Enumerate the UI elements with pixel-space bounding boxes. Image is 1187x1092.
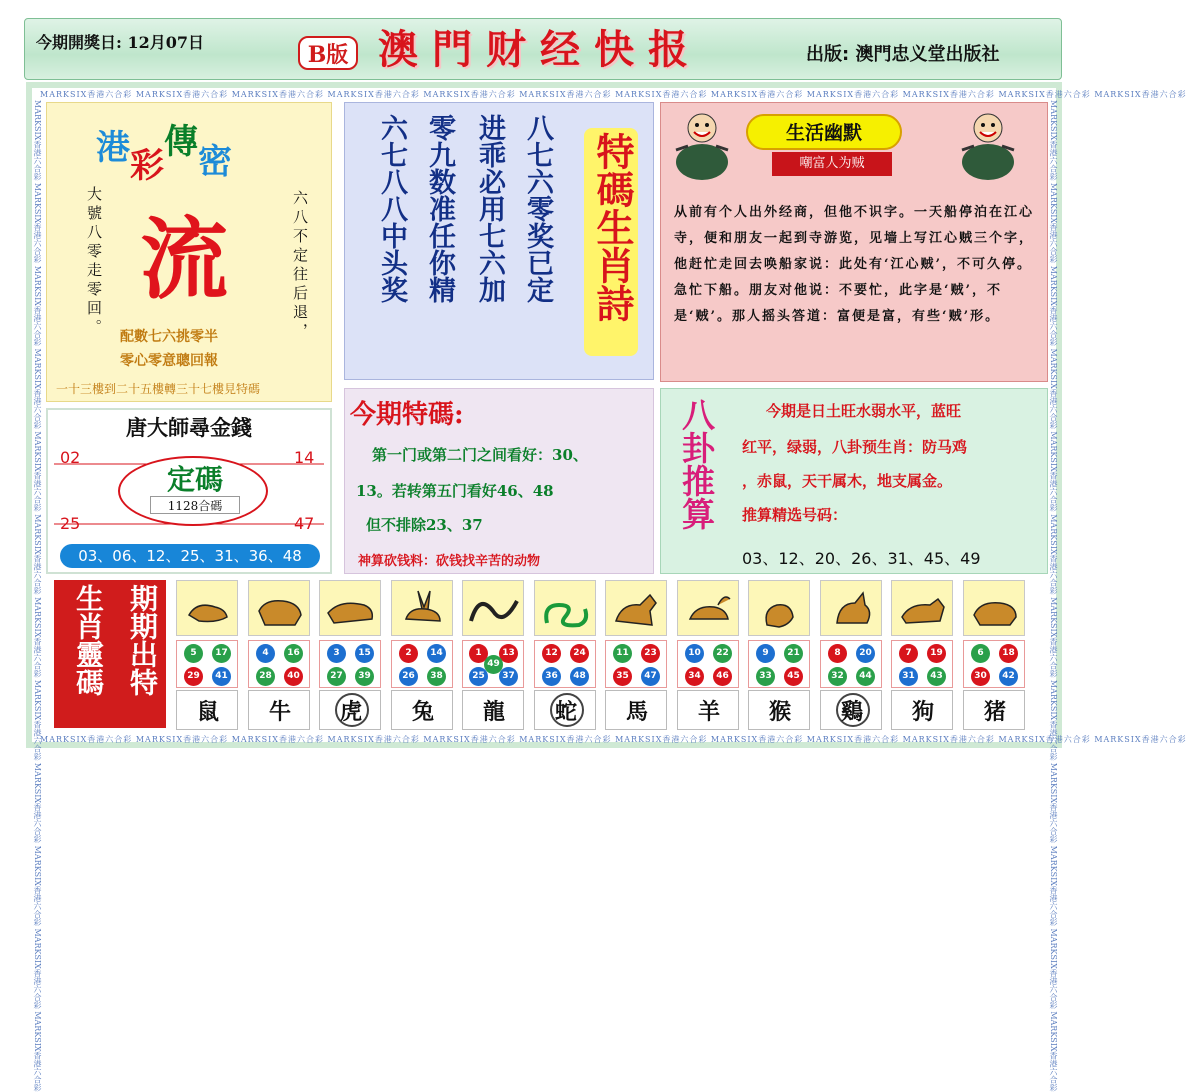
number-ball: 3 bbox=[327, 644, 346, 663]
number-ball: 34 bbox=[685, 667, 704, 686]
number-ball: 49 bbox=[484, 655, 503, 674]
number-ball: 31 bbox=[899, 667, 918, 686]
zodiac-name: 兔 bbox=[411, 699, 434, 725]
title-char: 港 bbox=[96, 128, 130, 168]
ding-sub: 1128合碼 bbox=[150, 496, 240, 514]
goat-icon bbox=[678, 581, 740, 637]
zodiac-name: 羊 bbox=[697, 699, 720, 725]
number-ball: 18 bbox=[999, 644, 1018, 663]
number-ball: 48 bbox=[570, 667, 589, 686]
jinqi-line-3: 但不排除23、37 bbox=[366, 516, 483, 534]
zodiac-name-cell bbox=[963, 690, 1025, 730]
title-char: 傳 bbox=[164, 122, 198, 162]
number-ball: 12 bbox=[542, 644, 561, 663]
zodiac-number-cell bbox=[248, 640, 310, 688]
number-ball: 20 bbox=[856, 644, 875, 663]
zodiac-image-cell bbox=[248, 580, 310, 636]
number-ball: 25 bbox=[469, 667, 488, 686]
zodiac-name-cell bbox=[891, 690, 953, 730]
number-ball: 1 bbox=[469, 644, 488, 663]
number-ball: 27 bbox=[327, 667, 346, 686]
zodiac-image-cell bbox=[534, 580, 596, 636]
zodiac-number-cell bbox=[391, 640, 453, 688]
bagua-line-3: ，赤鼠，天干属木，地支属金。 bbox=[742, 472, 953, 490]
zodiac-name-cell bbox=[820, 690, 882, 730]
number-ball: 14 bbox=[427, 644, 446, 663]
zodiac-number-cell bbox=[176, 640, 238, 688]
number-ball: 6 bbox=[971, 644, 990, 663]
zodiac-name-cell bbox=[605, 690, 667, 730]
border-strip-right: MARKSIX香港六合彩 MARKSIX香港六合彩 MARKSIX香港六合彩 MARKSIX香港六合彩 MARKSIX香港六合彩 MARKSIX香港六合彩 MARKSIX香港六合彩 MARKSIX香港六合彩 MARKSIX香港六合彩 MARKSIX香港六合彩 MARKSIX香港六合彩 MARKSIX香港六合彩 bbox=[1049, 100, 1058, 1092]
border-strip-bottom: MARKSIX香港六合彩 MARKSIX香港六合彩 MARKSIX香港六合彩 MARKSIX香港六合彩 MARKSIX香港六合彩 MARKSIX香港六合彩 MARKSIX香港六合彩 MARKSIX香港六合彩 MARKSIX香港六合彩 MARKSIX香港六合彩 MARKSIX香港六合彩 MARKSIX香港六合彩 bbox=[40, 735, 1187, 744]
number-ball: 33 bbox=[756, 667, 775, 686]
border-strip-left: MARKSIX香港六合彩 MARKSIX香港六合彩 MARKSIX香港六合彩 MARKSIX香港六合彩 MARKSIX香港六合彩 MARKSIX香港六合彩 MARKSIX香港六合彩 MARKSIX香港六合彩 MARKSIX香港六合彩 MARKSIX香港六合彩 MARKSIX香港六合彩 MARKSIX香港六合彩 bbox=[33, 100, 42, 1092]
secret-title bbox=[96, 120, 232, 186]
number-ball: 26 bbox=[399, 667, 418, 686]
number-ball: 9 bbox=[756, 644, 775, 663]
pig-icon bbox=[964, 581, 1026, 637]
number-ball: 24 bbox=[570, 644, 589, 663]
publisher: 出版: 澳門忠义堂出版社 bbox=[806, 44, 1000, 65]
zodiac-name: 虎 bbox=[339, 699, 362, 725]
number-ball: 10 bbox=[685, 644, 704, 663]
zodiac-name: 馬 bbox=[625, 699, 648, 725]
poem-column-3: 零九数准任你精 bbox=[424, 114, 455, 303]
bagua-line-4: 推算精选号码： bbox=[742, 506, 848, 524]
tiger-icon bbox=[320, 581, 382, 637]
number-ball: 29 bbox=[184, 667, 203, 686]
zodiac-name-cell bbox=[462, 690, 524, 730]
dog-icon bbox=[892, 581, 954, 637]
zodiac-name: 猴 bbox=[768, 699, 791, 725]
number-ball: 32 bbox=[828, 667, 847, 686]
number-ball: 19 bbox=[927, 644, 946, 663]
bagua-line-1: 今期是日土旺水弱水平，蓝旺 bbox=[766, 402, 962, 420]
dragon-icon bbox=[463, 581, 525, 637]
number-ball: 47 bbox=[641, 667, 660, 686]
zodiac-number-cell bbox=[820, 640, 882, 688]
zodiac-number-cell bbox=[963, 640, 1025, 688]
poem-column-4: 六七八八中头奖 bbox=[376, 114, 407, 303]
humor-story: 从前有个人出外经商，但他不识字。一天船停泊在江心寺，便和朋友一起到寺游览，见墙上写江心贼三个字，他赶忙走回去唤船家说：此处有‘江心贼’，不可久停。急忙下船。朋友对他说：不要忙，此字是‘贼’，不是‘贼’。那人摇头答道：富便是富，有些‘贼’形。 bbox=[674, 205, 1035, 324]
verse-line-1: 配數七六挑零半 bbox=[120, 329, 218, 345]
zodiac-image-cell bbox=[462, 580, 524, 636]
zodiac-name: 龍 bbox=[482, 699, 505, 725]
zodiac-number-cell bbox=[462, 640, 524, 688]
right-verse: 六八不定往后退， bbox=[291, 190, 309, 342]
rat-icon bbox=[177, 581, 239, 637]
horse-icon bbox=[606, 581, 668, 637]
zodiac-image-cell bbox=[319, 580, 381, 636]
verse-bottom: 一十三樓到二十五樓轉三十七樓見特碼 bbox=[56, 382, 261, 396]
left-verse: 大號八零走零回。 bbox=[85, 186, 103, 338]
humor-subtitle: 嘲富人为贼 bbox=[772, 152, 892, 176]
tang-numbers: 03、06、12、25、31、36、48 bbox=[60, 544, 320, 568]
bagua-line-2: 红平，绿弱，八卦预生肖：防马鸡 bbox=[742, 438, 968, 456]
zodiac-image-cell bbox=[391, 580, 453, 636]
zodiac-image-cell bbox=[963, 580, 1025, 636]
draw-date: 今期開獎日: 12月07日 bbox=[36, 33, 205, 52]
jinqi-line-2: 13。若转第五门看好46、48 bbox=[356, 482, 554, 500]
number-ball: 41 bbox=[212, 667, 231, 686]
laughing-man-icon bbox=[958, 106, 1018, 182]
title-char: 密 bbox=[198, 142, 232, 182]
zodiac-name: 猪 bbox=[983, 699, 1006, 725]
number-ball: 35 bbox=[613, 667, 632, 686]
number-ball: 23 bbox=[641, 644, 660, 663]
poem-column-1: 八七六零奖已定 bbox=[522, 114, 553, 303]
number-ball: 11 bbox=[613, 644, 632, 663]
bagua-numbers: 03、12、20、26、31、45、49 bbox=[742, 549, 981, 568]
number-ball: 15 bbox=[355, 644, 374, 663]
number-ball: 36 bbox=[542, 667, 561, 686]
jinqi-last: 神算砍钱料：砍钱找辛苦的动物 bbox=[358, 554, 541, 569]
rooster-icon bbox=[821, 581, 883, 637]
number-ball: 5 bbox=[184, 644, 203, 663]
number-ball: 30 bbox=[971, 667, 990, 686]
number-ball: 22 bbox=[713, 644, 732, 663]
edition-badge: B版 bbox=[298, 36, 358, 70]
jinqi-title: 今期特碼: bbox=[350, 400, 464, 430]
number-ball: 46 bbox=[713, 667, 732, 686]
number-ball: 45 bbox=[784, 667, 803, 686]
masthead-title: 澳門财经快报 bbox=[378, 26, 702, 73]
zodiac-image-cell bbox=[677, 580, 739, 636]
zodiac-name: 鷄 bbox=[840, 699, 863, 725]
ox-icon bbox=[249, 581, 311, 637]
title-char: 彩 bbox=[130, 146, 164, 186]
number-ball: 44 bbox=[856, 667, 875, 686]
number-ball: 7 bbox=[899, 644, 918, 663]
number-ball: 13 bbox=[499, 644, 518, 663]
poem-label: 特碼生肖詩 bbox=[590, 132, 635, 322]
jinqi-line-1: 第一门或第二门之间看好：30、 bbox=[372, 446, 588, 464]
zodiac-image-cell bbox=[176, 580, 238, 636]
zodiac-name-cell bbox=[534, 690, 596, 730]
zodiac-number-cell bbox=[605, 640, 667, 688]
zodiac-label-right: 期期出特 bbox=[126, 584, 159, 696]
snake-icon bbox=[535, 581, 597, 637]
corner-number-tr: 14 bbox=[294, 448, 315, 467]
number-ball: 17 bbox=[212, 644, 231, 663]
number-ball: 2 bbox=[399, 644, 418, 663]
zodiac-name: 牛 bbox=[268, 699, 291, 725]
rabbit-icon bbox=[392, 581, 454, 637]
humor-title: 生活幽默 bbox=[746, 114, 902, 150]
number-ball: 16 bbox=[284, 644, 303, 663]
zodiac-image-cell bbox=[820, 580, 882, 636]
zodiac-name: 鼠 bbox=[196, 699, 219, 725]
zodiac-name-cell bbox=[248, 690, 310, 730]
ding-label: 定碼 bbox=[166, 463, 223, 496]
zodiac-name-cell bbox=[391, 690, 453, 730]
number-ball: 40 bbox=[284, 667, 303, 686]
zodiac-number-cell bbox=[891, 640, 953, 688]
number-ball: 43 bbox=[927, 667, 946, 686]
big-character: 流 bbox=[140, 207, 229, 311]
zodiac-image-cell bbox=[891, 580, 953, 636]
number-ball: 38 bbox=[427, 667, 446, 686]
poem-column-2: 进乖必用七六加 bbox=[474, 114, 505, 303]
number-ball: 21 bbox=[784, 644, 803, 663]
zodiac-name-cell bbox=[176, 690, 238, 730]
border-strip-top: MARKSIX香港六合彩 MARKSIX香港六合彩 MARKSIX香港六合彩 MARKSIX香港六合彩 MARKSIX香港六合彩 MARKSIX香港六合彩 MARKSIX香港六合彩 MARKSIX香港六合彩 MARKSIX香港六合彩 MARKSIX香港六合彩 MARKSIX香港六合彩 MARKSIX香港六合彩 bbox=[40, 90, 1187, 99]
corner-number-br: 47 bbox=[294, 514, 315, 533]
zodiac-name: 蛇 bbox=[554, 699, 577, 725]
bagua-label: 八卦推算 bbox=[677, 398, 716, 530]
zodiac-label-left: 生肖靈碼 bbox=[72, 584, 105, 696]
laughing-man-icon bbox=[672, 106, 732, 182]
number-ball: 39 bbox=[355, 667, 374, 686]
zodiac-name-cell bbox=[748, 690, 810, 730]
zodiac-name-cell bbox=[677, 690, 739, 730]
corner-number-tl: 02 bbox=[60, 448, 81, 467]
zodiac-number-cell bbox=[677, 640, 739, 688]
zodiac-name: 狗 bbox=[911, 699, 934, 725]
zodiac-number-cell bbox=[748, 640, 810, 688]
number-ball: 4 bbox=[256, 644, 275, 663]
corner-number-bl: 25 bbox=[60, 514, 81, 533]
number-ball: 37 bbox=[499, 667, 518, 686]
number-ball: 8 bbox=[828, 644, 847, 663]
zodiac-number-cell bbox=[534, 640, 596, 688]
tang-title: 唐大師尋金錢 bbox=[126, 415, 252, 440]
verse-line-2: 零心零意聰回報 bbox=[120, 353, 218, 369]
number-ball: 28 bbox=[256, 667, 275, 686]
zodiac-image-cell bbox=[748, 580, 810, 636]
zodiac-name-cell bbox=[319, 690, 381, 730]
zodiac-number-cell bbox=[319, 640, 381, 688]
monkey-icon bbox=[749, 581, 811, 637]
zodiac-image-cell bbox=[605, 580, 667, 636]
number-ball: 42 bbox=[999, 667, 1018, 686]
